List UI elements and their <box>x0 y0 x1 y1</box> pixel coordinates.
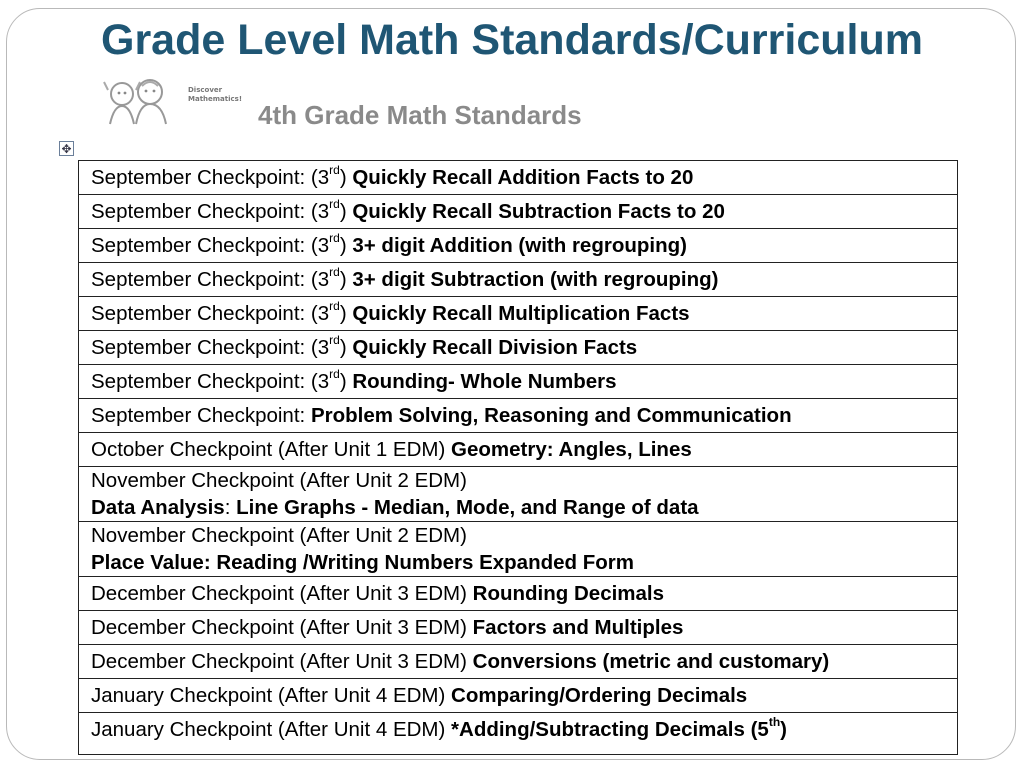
document-title: 4th Grade Math Standards <box>258 100 582 130</box>
checkpoint-label: September Checkpoint: (3 <box>91 165 330 189</box>
topic-separator: : <box>224 496 237 519</box>
table-row <box>79 713 958 755</box>
table-move-handle-icon[interactable]: ✥ <box>59 141 74 156</box>
checkpoint-label: September Checkpoint: (3 <box>91 301 330 325</box>
standard-cell <box>79 195 958 229</box>
checkpoint-label-end: ) <box>339 301 353 325</box>
standard-cell <box>79 331 958 365</box>
table-row <box>79 297 958 331</box>
checkpoint-label: December Checkpoint (After Unit 3 EDM) <box>91 615 473 639</box>
table-row <box>79 331 958 365</box>
standard-cell <box>79 611 958 645</box>
topic-label: Data Analysis <box>91 496 225 519</box>
grade-superscript: rd <box>329 162 340 177</box>
checkpoint-label: January Checkpoint (After Unit 4 EDM) <box>91 718 452 741</box>
slide-title: Grade Level Math Standards/Curriculum <box>101 16 923 64</box>
standard-cell <box>79 263 958 297</box>
topic-label: Factors and Multiples <box>472 615 684 639</box>
grade-superscript: rd <box>329 332 340 347</box>
logo-text-line-2: Mathematics! <box>188 95 243 103</box>
topic-line <box>91 494 945 521</box>
table-row <box>79 229 958 263</box>
checkpoint-label: December Checkpoint (After Unit 3 EDM) <box>91 581 473 605</box>
table-row <box>79 467 958 522</box>
grade-superscript: rd <box>329 230 340 245</box>
checkpoint-label: September Checkpoint: <box>91 403 311 427</box>
topic-label: Quickly Recall Multiplication Facts <box>352 301 690 325</box>
topic-label: Quickly Recall Addition Facts to 20 <box>352 165 694 189</box>
checkpoint-line <box>91 467 945 494</box>
logo-text-line-1: Discover <box>188 86 223 94</box>
grade-superscript: rd <box>329 366 340 381</box>
standard-cell <box>79 229 958 263</box>
checkpoint-label: January Checkpoint (After Unit 4 EDM) <box>91 683 452 707</box>
checkpoint-label: September Checkpoint: (3 <box>91 233 330 257</box>
checkpoint-label-end: ) <box>339 369 353 393</box>
checkpoint-label-end: ) <box>339 267 353 291</box>
topic-label: Quickly Recall Division Facts <box>352 335 638 359</box>
standard-cell <box>79 467 958 522</box>
checkpoint-label-end: ) <box>339 233 353 257</box>
topic-line <box>91 549 945 576</box>
checkpoint-line <box>91 522 945 549</box>
table-row <box>79 263 958 297</box>
topic-label: Place Value: Reading /Writing Numbers Expanded Form <box>91 551 634 574</box>
table-row <box>79 611 958 645</box>
checkpoint-label-end: ) <box>339 199 353 223</box>
topic-label: Line Graphs - Median, Mode, and Range of data <box>236 496 699 519</box>
checkpoint-label: September Checkpoint: (3 <box>91 369 330 393</box>
checkpoint-label: December Checkpoint (After Unit 3 EDM) <box>91 649 473 673</box>
checkpoint-label-end: ) <box>339 335 353 359</box>
standard-cell <box>79 679 958 713</box>
table-row <box>79 161 958 195</box>
grade-superscript: th <box>768 715 781 730</box>
standards-table <box>78 160 958 755</box>
standard-cell <box>79 713 958 755</box>
topic-label-end: ) <box>780 718 787 741</box>
checkpoint-label-end: ) <box>339 165 353 189</box>
standard-cell <box>79 297 958 331</box>
topic-label: Rounding Decimals <box>472 581 665 605</box>
standard-cell <box>79 161 958 195</box>
table-row <box>79 365 958 399</box>
topic-label: Problem Solving, Reasoning and Communication <box>310 403 792 427</box>
table-row <box>79 577 958 611</box>
topic-label: 3+ digit Addition (with regrouping) <box>352 233 687 257</box>
grade-superscript: rd <box>329 196 340 211</box>
checkpoint-label: October Checkpoint (After Unit 1 EDM) <box>91 437 452 461</box>
standard-cell <box>79 522 958 577</box>
checkpoint-label: September Checkpoint: (3 <box>91 335 330 359</box>
standard-cell <box>79 433 958 467</box>
standard-cell <box>79 645 958 679</box>
table-row <box>79 195 958 229</box>
standard-cell <box>79 399 958 433</box>
checkpoint-label: November Checkpoint (After Unit 2 EDM) <box>91 469 467 492</box>
topic-label: *Adding/Subtracting Decimals (5 <box>451 718 769 741</box>
topic-label: Conversions (metric and customary) <box>472 649 830 673</box>
topic-label: Geometry: Angles, Lines <box>451 437 692 461</box>
table-row <box>79 399 958 433</box>
table-row <box>79 522 958 577</box>
topic-label: Quickly Recall Subtraction Facts to 20 <box>352 199 725 223</box>
topic-label: 3+ digit Subtraction (with regrouping) <box>352 267 719 291</box>
standard-cell <box>79 577 958 611</box>
checkpoint-label: September Checkpoint: (3 <box>91 199 330 223</box>
topic-label: Comparing/Ordering Decimals <box>451 683 748 707</box>
topic-label: Rounding- Whole Numbers <box>352 369 617 393</box>
checkpoint-label: November Checkpoint (After Unit 2 EDM) <box>91 524 467 547</box>
table-row <box>79 645 958 679</box>
table-row <box>79 679 958 713</box>
grade-superscript: rd <box>329 264 340 279</box>
checkpoint-label: September Checkpoint: (3 <box>91 267 330 291</box>
grade-superscript: rd <box>329 298 340 313</box>
standard-cell <box>79 365 958 399</box>
table-row <box>79 433 958 467</box>
